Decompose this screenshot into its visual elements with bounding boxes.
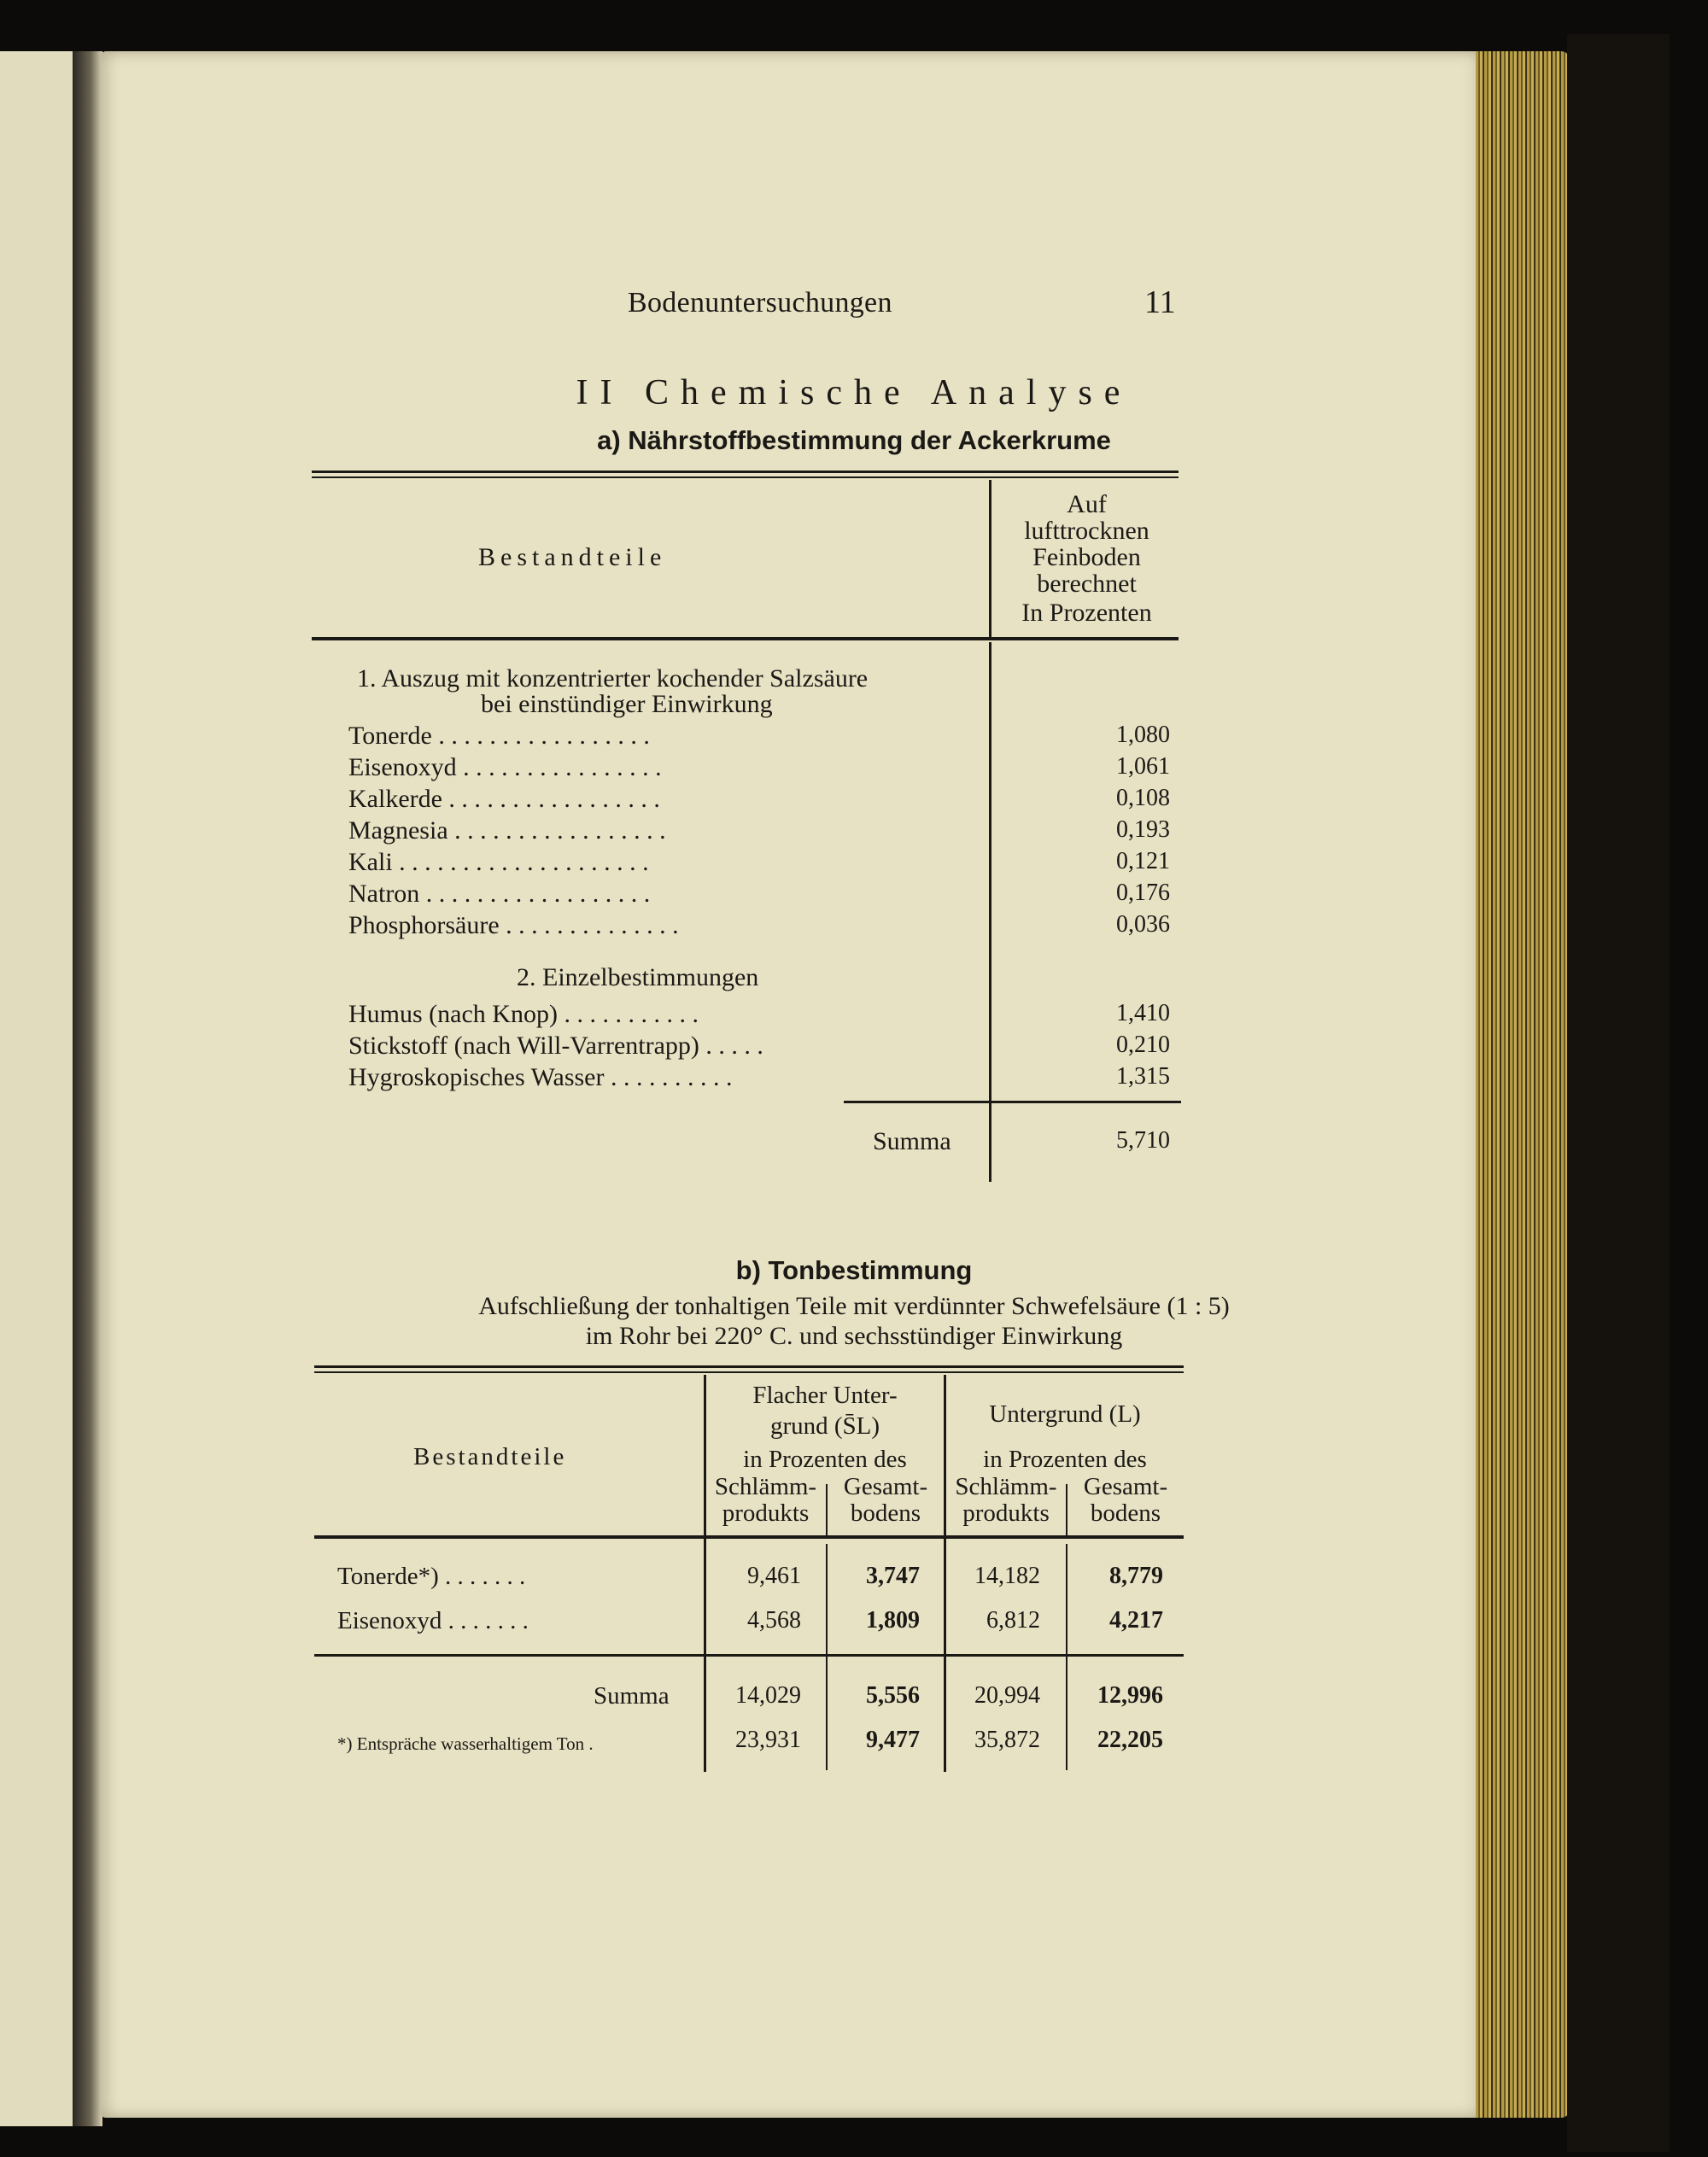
table-a-caption: a) Nährstoffbestimmung der Ackerkrume — [597, 425, 1111, 455]
table-b-top-rule-2 — [314, 1371, 1184, 1373]
col-gesamt-header — [828, 1474, 944, 1527]
row-label: Stickstoff (nach Will-Varrentrapp) . . . . . — [348, 1032, 763, 1060]
col-schlamm-header — [705, 1474, 826, 1527]
col-header-line: Gesamt- — [843, 1473, 928, 1500]
summa-label: Summa — [873, 1127, 951, 1155]
col-schlamm-header — [946, 1474, 1066, 1527]
col-header-line: bodens — [850, 1499, 921, 1527]
row-value: 0,108 — [1116, 785, 1170, 811]
table-b-cell: 6,812 — [986, 1607, 1040, 1634]
col-value-line: berechnet — [1037, 570, 1137, 598]
in-prozenten-label: in Prozenten des — [983, 1446, 1147, 1473]
book-gutter — [73, 51, 102, 2126]
running-title: Bodenuntersuchungen — [628, 287, 892, 319]
table-a-top-rule — [312, 471, 1179, 473]
col-value-line: Feinboden — [1032, 543, 1141, 571]
row-value: 1,315 — [1116, 1063, 1170, 1090]
row-label: Eisenoxyd . . . . . . . . . . . . . . . . — [348, 753, 662, 781]
col-gesamt-header — [1068, 1474, 1184, 1527]
table-b-cell: 5,556 — [866, 1682, 920, 1709]
table-b-cell: 23,931 — [735, 1727, 801, 1753]
table-b-cell: 14,182 — [974, 1563, 1040, 1589]
table-a-header-rule — [312, 637, 1179, 640]
row-value: 0,121 — [1116, 848, 1170, 874]
table-b-cell: 4,568 — [747, 1607, 801, 1634]
table-b-cell: 4,217 — [1109, 1607, 1163, 1634]
table-a-header-divider — [989, 480, 991, 637]
table-b-cell: 9,461 — [747, 1563, 801, 1589]
row-label: Humus (nach Knop) . . . . . . . . . . . — [348, 1000, 699, 1028]
row-value: 0,176 — [1116, 880, 1170, 906]
row-value: 1,061 — [1116, 753, 1170, 780]
row-value: 1,410 — [1116, 1000, 1170, 1026]
row-value: 0,193 — [1116, 816, 1170, 843]
col-value-line: Auf — [1067, 490, 1107, 518]
table-b-row-label: Tonerde*) . . . . . . . — [337, 1563, 526, 1590]
table-b-cell: 14,029 — [735, 1682, 801, 1709]
book-cover — [1567, 34, 1670, 2152]
table-b-top-rule — [314, 1365, 1184, 1368]
table-b-description: im Rohr bei 220° C. und sechsstündiger Einwirkung — [585, 1322, 1123, 1350]
table-a-top-rule-2 — [312, 476, 1179, 478]
row-value: 0,210 — [1116, 1032, 1170, 1058]
col-value-line: In Prozenten — [1021, 599, 1152, 627]
in-prozenten-label: in Prozenten des — [743, 1446, 907, 1473]
row-label: Kalkerde . . . . . . . . . . . . . . . . . — [348, 785, 660, 813]
table-b-header-rule — [314, 1535, 1184, 1539]
row-label: Magnesia . . . . . . . . . . . . . . . . . — [348, 816, 666, 845]
table-b-summa-rule — [314, 1654, 1184, 1657]
table-b-row-label: Eisenoxyd . . . . . . . — [337, 1607, 529, 1634]
row-label: Kali . . . . . . . . . . . . . . . . . . . . — [348, 848, 649, 876]
table-a-summa-rule — [844, 1101, 1181, 1103]
table-b-cell: 12,996 — [1097, 1682, 1163, 1709]
col-header-line: bodens — [1090, 1499, 1161, 1527]
table-b-group-sl: grund (S̄L) — [769, 1412, 880, 1440]
page-edges — [1476, 51, 1570, 2118]
col-header-line: Schlämm- — [955, 1473, 1057, 1500]
col-header-line: produkts — [962, 1499, 1050, 1527]
table-b-cell: 35,872 — [974, 1727, 1040, 1753]
table-b-cell: 22,205 — [1097, 1727, 1163, 1753]
footnote-label: *) Entspräche wasserhaltigem Ton . — [337, 1733, 594, 1754]
col-header-line: produkts — [722, 1499, 810, 1527]
col-value-line: lufttrocknen — [1024, 517, 1149, 545]
table-b-cell: 20,994 — [974, 1682, 1040, 1709]
col-header-line: Gesamt- — [1083, 1473, 1168, 1500]
row-label: Hygroskopisches Wasser . . . . . . . . . . — [348, 1063, 733, 1091]
group1-subtitle: bei einstündiger Einwirkung — [481, 690, 773, 718]
table-b-description: Aufschließung der tonhaltigen Teile mit verdünnter Schwefelsäure (1 : 5) — [478, 1292, 1230, 1320]
book-page — [101, 51, 1484, 2118]
group1-title: 1. Auszug mit konzentrierter kochender Salzsäure — [357, 664, 869, 693]
left-page-edge — [0, 51, 81, 2126]
row-label: Phosphorsäure . . . . . . . . . . . . . . — [348, 911, 679, 939]
table-b-cell: 3,747 — [866, 1563, 920, 1589]
table-b-group-sl: Flacher Unter- — [752, 1382, 898, 1409]
row-label: Natron . . . . . . . . . . . . . . . . . . — [348, 880, 651, 908]
table-a-col-bestandteile: Bestandteile — [478, 543, 667, 571]
col-header-line: Schlämm- — [714, 1473, 817, 1500]
row-value: 0,036 — [1116, 911, 1170, 938]
table-a-col-value-header — [995, 491, 1179, 626]
row-value: 1,080 — [1116, 722, 1170, 748]
table-b-cell: 9,477 — [866, 1727, 920, 1753]
summa-value: 5,710 — [1116, 1127, 1170, 1154]
table-b-summa-label: Summa — [594, 1682, 670, 1710]
table-b-caption: b) Tonbestimmung — [735, 1255, 973, 1285]
table-b-cell: 8,779 — [1109, 1563, 1163, 1589]
row-label: Tonerde . . . . . . . . . . . . . . . . . — [348, 722, 650, 750]
table-b-col-bestandteile: Bestandteile — [413, 1443, 567, 1470]
table-a-body-divider — [989, 642, 991, 1102]
table-b-group-l: Untergrund (L) — [989, 1400, 1141, 1428]
group2-title: 2. Einzelbestimmungen — [517, 963, 759, 991]
page-number: 11 — [1144, 284, 1176, 320]
section-title: II Chemische Analyse — [576, 373, 1132, 412]
table-b-cell: 1,809 — [866, 1607, 920, 1634]
table-a-summa-divider — [989, 1103, 991, 1182]
